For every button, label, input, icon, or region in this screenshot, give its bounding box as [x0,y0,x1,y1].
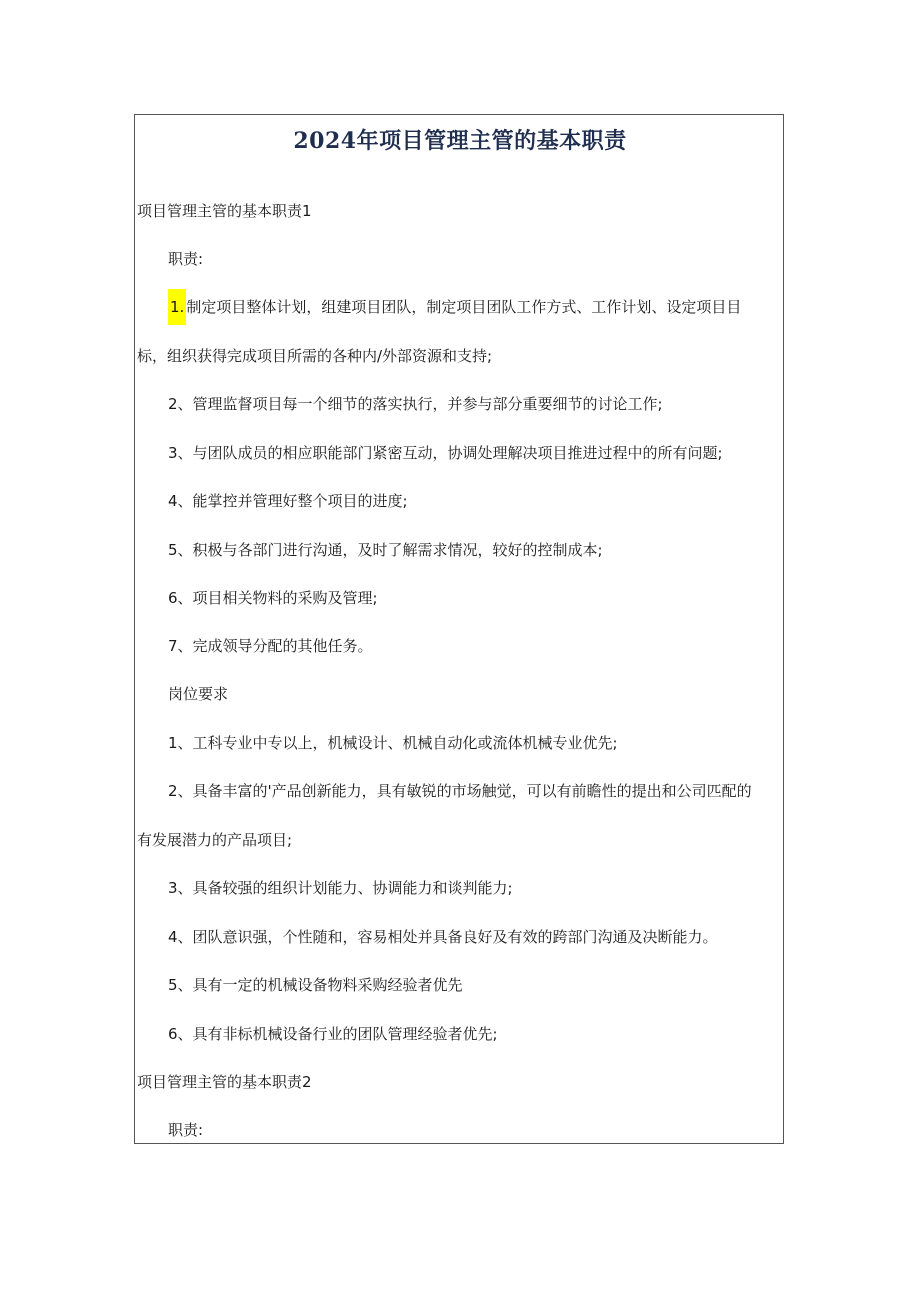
requirement-item-1: 1、工科专业中专以上，机械设计、机械自动化或流体机械专业优先; [168,734,618,752]
requirement-item-6: 6、具有非标机械设备行业的团队管理经验者优先; [168,1025,498,1043]
document-title: 2024年项目管理主管的基本职责 [293,128,627,154]
requirement-item-5: 5、具有一定的机械设备物料采购经验者优先 [168,976,463,994]
requirements-label: 岗位要求 [168,685,229,703]
section1-heading: 项目管理主管的基本职责1 [137,202,312,220]
duty-1-number-highlight: 1. [168,289,186,325]
duty-item-1-continued: 标，组织获得完成项目所需的各种内/外部资源和支持; [137,347,493,365]
section1-duties-label: 职责: [168,250,204,268]
document-frame [134,114,784,1144]
section2-duties-label: 职责: [168,1121,204,1139]
requirement-item-3: 3、具备较强的组织计划能力、协调能力和谈判能力; [168,879,513,897]
duty-item-5: 5、积极与各部门进行沟通，及时了解需求情况，较好的控制成本; [168,541,603,559]
requirement-item-2-continued: 有发展潜力的产品项目; [137,831,293,849]
requirement-item-4: 4、团队意识强，个性随和，容易相处并具备良好及有效的跨部门沟通及决断能力。 [168,928,718,946]
duty-item-1 [168,297,741,317]
duty-item-2: 2、管理监督项目每一个细节的落实执行，并参与部分重要细节的讨论工作; [168,395,663,413]
duty-item-3: 3、与团队成员的相应职能部门紧密互动，协调处理解决项目推进过程中的所有问题; [168,444,723,462]
duty-item-7: 7、完成领导分配的其他任务。 [168,637,373,655]
duty-item-4: 4、能掌控并管理好整个项目的进度; [168,492,408,510]
duty-item-6: 6、项目相关物料的采购及管理; [168,589,378,607]
requirement-item-2: 2、具备丰富的'产品创新能力，具有敏锐的市场触觉，可以有前瞻性的提出和公司匹配的 [168,782,752,800]
duty-1-text: 制定项目整体计划，组建项目团队，制定项目团队工作方式、工作计划、设定项目目 [186,298,742,316]
section2-heading: 项目管理主管的基本职责2 [137,1073,312,1091]
